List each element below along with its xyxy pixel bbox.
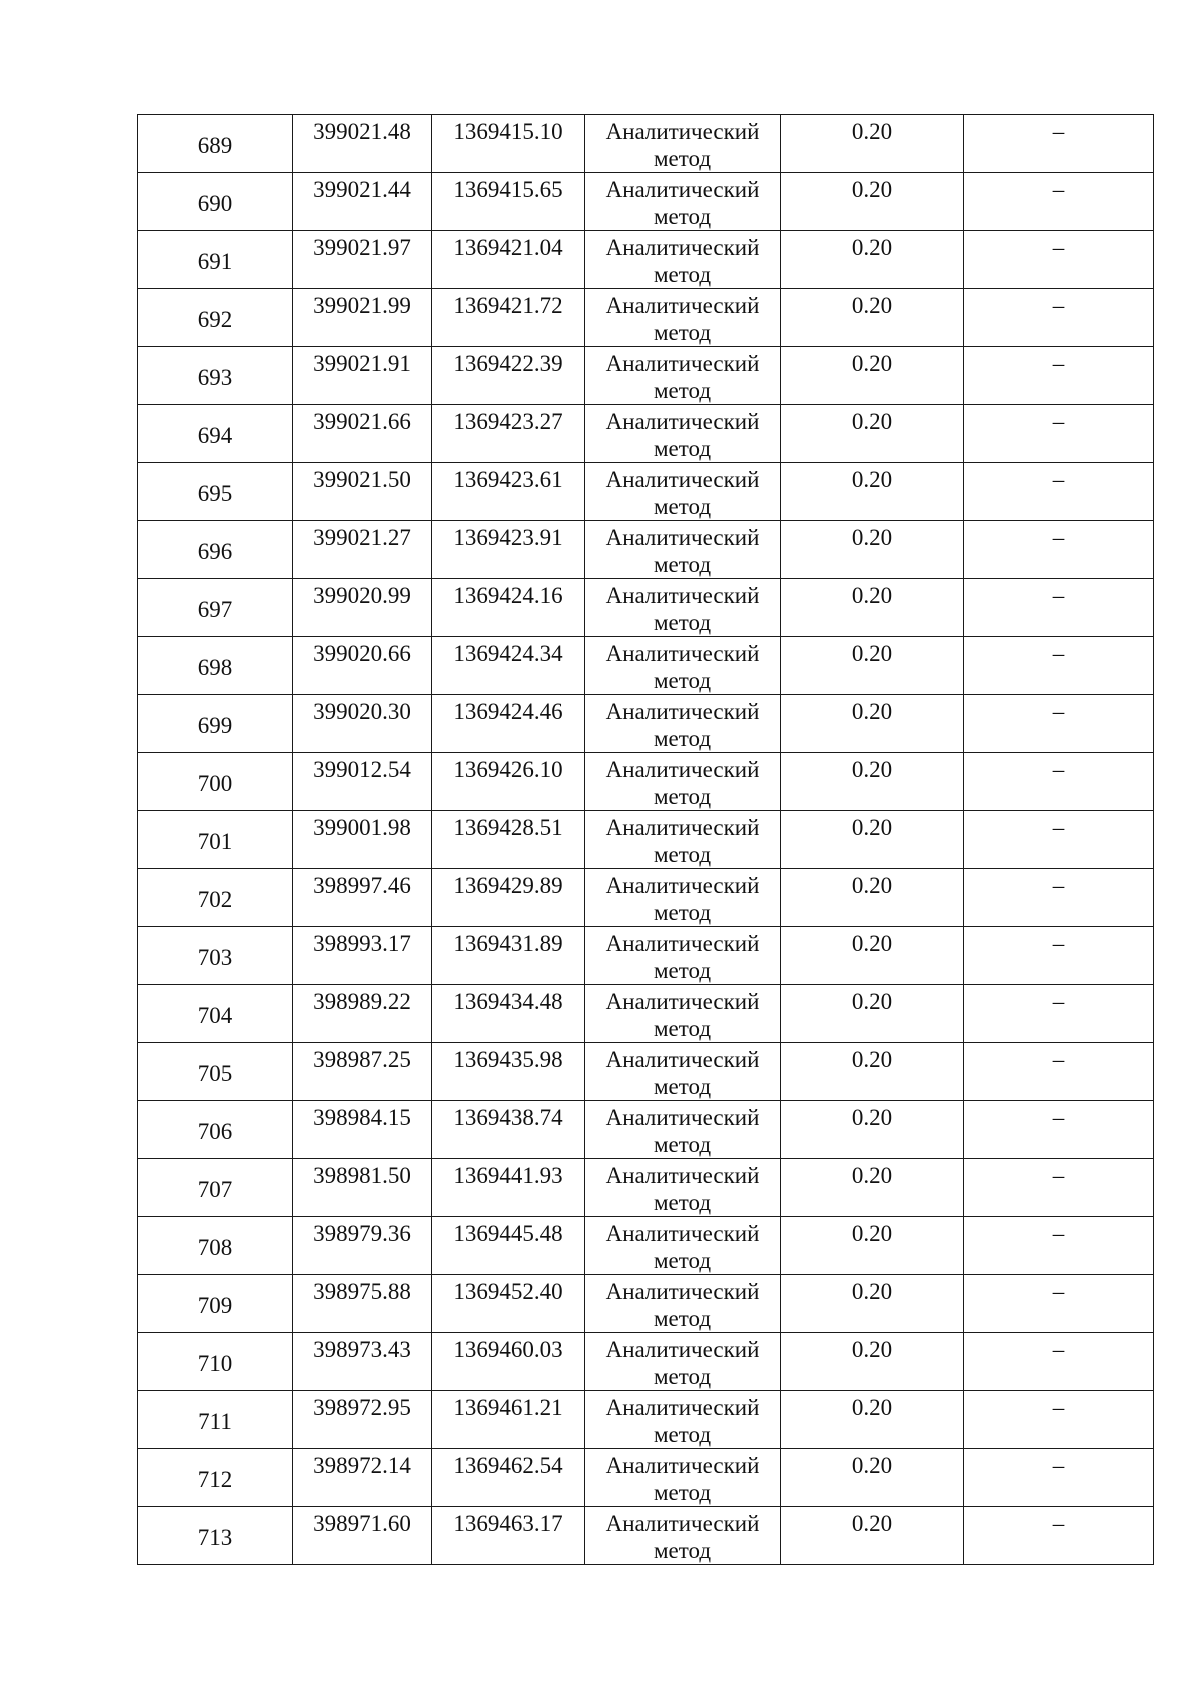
note-cell: – bbox=[964, 463, 1154, 521]
method-line-2: метод bbox=[653, 900, 712, 925]
y-coordinate-cell: 1369424.16 bbox=[432, 579, 585, 637]
note-cell: – bbox=[964, 1391, 1154, 1449]
method-line-1: Аналитический bbox=[605, 1395, 760, 1420]
method-line-1: Аналитический bbox=[605, 1047, 760, 1072]
point-number-cell: 698 bbox=[138, 637, 293, 695]
y-coordinate-cell: 1369421.04 bbox=[432, 231, 585, 289]
y-coordinate-cell: 1369438.74 bbox=[432, 1101, 585, 1159]
method-line-2: метод bbox=[653, 1074, 712, 1099]
accuracy-cell: 0.20 bbox=[781, 289, 964, 347]
point-number-cell: 694 bbox=[138, 405, 293, 463]
accuracy-cell: 0.20 bbox=[781, 347, 964, 405]
accuracy-cell: 0.20 bbox=[781, 1043, 964, 1101]
accuracy-cell: 0.20 bbox=[781, 463, 964, 521]
note-cell: – bbox=[964, 231, 1154, 289]
method-line-1: Аналитический bbox=[605, 1163, 760, 1188]
table-row bbox=[138, 753, 1154, 811]
x-coordinate-cell: 398973.43 bbox=[293, 1333, 432, 1391]
method-cell bbox=[585, 579, 781, 637]
method-line-2: метод bbox=[653, 842, 712, 867]
x-coordinate-cell: 398993.17 bbox=[293, 927, 432, 985]
method-cell bbox=[585, 1449, 781, 1507]
accuracy-cell: 0.20 bbox=[781, 1507, 964, 1565]
method-cell bbox=[585, 869, 781, 927]
y-coordinate-cell: 1369423.27 bbox=[432, 405, 585, 463]
note-cell: – bbox=[964, 1507, 1154, 1565]
note-cell: – bbox=[964, 347, 1154, 405]
note-cell: – bbox=[964, 985, 1154, 1043]
note-cell: – bbox=[964, 1159, 1154, 1217]
point-number-cell: 702 bbox=[138, 869, 293, 927]
note-cell: – bbox=[964, 521, 1154, 579]
accuracy-cell: 0.20 bbox=[781, 1101, 964, 1159]
coordinates-table-body bbox=[138, 115, 1154, 1565]
method-line-2: метод bbox=[653, 552, 712, 577]
point-number-cell: 707 bbox=[138, 1159, 293, 1217]
method-line-2: метод bbox=[653, 668, 712, 693]
method-line-1: Аналитический bbox=[605, 989, 760, 1014]
table-row bbox=[138, 1391, 1154, 1449]
accuracy-cell: 0.20 bbox=[781, 231, 964, 289]
x-coordinate-cell: 399001.98 bbox=[293, 811, 432, 869]
table-row bbox=[138, 1043, 1154, 1101]
method-cell bbox=[585, 347, 781, 405]
method-cell bbox=[585, 521, 781, 579]
x-coordinate-cell: 398981.50 bbox=[293, 1159, 432, 1217]
table-row bbox=[138, 231, 1154, 289]
method-line-1: Аналитический bbox=[605, 1279, 760, 1304]
accuracy-cell: 0.20 bbox=[781, 869, 964, 927]
method-line-1: Аналитический bbox=[605, 177, 760, 202]
method-cell bbox=[585, 811, 781, 869]
note-cell: – bbox=[964, 579, 1154, 637]
table-row bbox=[138, 695, 1154, 753]
method-cell bbox=[585, 695, 781, 753]
y-coordinate-cell: 1369424.34 bbox=[432, 637, 585, 695]
x-coordinate-cell: 399021.66 bbox=[293, 405, 432, 463]
note-cell: – bbox=[964, 115, 1154, 173]
note-cell: – bbox=[964, 1101, 1154, 1159]
point-number-cell: 696 bbox=[138, 521, 293, 579]
method-cell bbox=[585, 637, 781, 695]
note-cell: – bbox=[964, 753, 1154, 811]
x-coordinate-cell: 398997.46 bbox=[293, 869, 432, 927]
method-line-2: метод bbox=[653, 1538, 712, 1563]
point-number-cell: 690 bbox=[138, 173, 293, 231]
x-coordinate-cell: 399021.27 bbox=[293, 521, 432, 579]
method-cell bbox=[585, 463, 781, 521]
method-line-2: метод bbox=[653, 378, 712, 403]
accuracy-cell: 0.20 bbox=[781, 1217, 964, 1275]
accuracy-cell: 0.20 bbox=[781, 173, 964, 231]
point-number-cell: 709 bbox=[138, 1275, 293, 1333]
point-number-cell: 693 bbox=[138, 347, 293, 405]
accuracy-cell: 0.20 bbox=[781, 753, 964, 811]
table-row bbox=[138, 1275, 1154, 1333]
method-cell bbox=[585, 985, 781, 1043]
x-coordinate-cell: 399020.99 bbox=[293, 579, 432, 637]
method-line-1: Аналитический bbox=[605, 467, 760, 492]
x-coordinate-cell: 398971.60 bbox=[293, 1507, 432, 1565]
method-line-1: Аналитический bbox=[605, 815, 760, 840]
method-line-1: Аналитический bbox=[605, 409, 760, 434]
method-line-2: метод bbox=[653, 1364, 712, 1389]
method-line-2: метод bbox=[653, 146, 712, 171]
method-line-1: Аналитический bbox=[605, 699, 760, 724]
y-coordinate-cell: 1369423.91 bbox=[432, 521, 585, 579]
accuracy-cell: 0.20 bbox=[781, 1333, 964, 1391]
method-line-1: Аналитический bbox=[605, 873, 760, 898]
method-line-1: Аналитический bbox=[605, 1221, 760, 1246]
method-cell bbox=[585, 1217, 781, 1275]
x-coordinate-cell: 399012.54 bbox=[293, 753, 432, 811]
method-line-2: метод bbox=[653, 1480, 712, 1505]
method-cell bbox=[585, 115, 781, 173]
x-coordinate-cell: 399021.99 bbox=[293, 289, 432, 347]
method-cell bbox=[585, 753, 781, 811]
coordinates-table bbox=[137, 114, 1154, 1565]
method-line-1: Аналитический bbox=[605, 525, 760, 550]
accuracy-cell: 0.20 bbox=[781, 405, 964, 463]
table-row bbox=[138, 811, 1154, 869]
x-coordinate-cell: 399020.30 bbox=[293, 695, 432, 753]
table-row bbox=[138, 289, 1154, 347]
point-number-cell: 701 bbox=[138, 811, 293, 869]
x-coordinate-cell: 399021.48 bbox=[293, 115, 432, 173]
method-line-1: Аналитический bbox=[605, 1105, 760, 1130]
method-cell bbox=[585, 1507, 781, 1565]
method-line-2: метод bbox=[653, 1132, 712, 1157]
note-cell: – bbox=[964, 637, 1154, 695]
method-line-2: метод bbox=[653, 1306, 712, 1331]
note-cell: – bbox=[964, 927, 1154, 985]
accuracy-cell: 0.20 bbox=[781, 1449, 964, 1507]
table-row bbox=[138, 463, 1154, 521]
method-line-2: метод bbox=[653, 320, 712, 345]
table-row bbox=[138, 347, 1154, 405]
x-coordinate-cell: 399021.44 bbox=[293, 173, 432, 231]
table-row bbox=[138, 1449, 1154, 1507]
note-cell: – bbox=[964, 869, 1154, 927]
method-line-1: Аналитический bbox=[605, 641, 760, 666]
y-coordinate-cell: 1369434.48 bbox=[432, 985, 585, 1043]
y-coordinate-cell: 1369431.89 bbox=[432, 927, 585, 985]
point-number-cell: 708 bbox=[138, 1217, 293, 1275]
method-line-1: Аналитический bbox=[605, 293, 760, 318]
x-coordinate-cell: 399021.50 bbox=[293, 463, 432, 521]
method-cell bbox=[585, 289, 781, 347]
point-number-cell: 689 bbox=[138, 115, 293, 173]
point-number-cell: 700 bbox=[138, 753, 293, 811]
method-cell bbox=[585, 173, 781, 231]
method-line-2: метод bbox=[653, 958, 712, 983]
table-row bbox=[138, 927, 1154, 985]
y-coordinate-cell: 1369424.46 bbox=[432, 695, 585, 753]
note-cell: – bbox=[964, 289, 1154, 347]
method-cell bbox=[585, 1333, 781, 1391]
table-row bbox=[138, 869, 1154, 927]
method-line-2: метод bbox=[653, 262, 712, 287]
y-coordinate-cell: 1369429.89 bbox=[432, 869, 585, 927]
table-row bbox=[138, 521, 1154, 579]
method-cell bbox=[585, 405, 781, 463]
x-coordinate-cell: 398989.22 bbox=[293, 985, 432, 1043]
point-number-cell: 697 bbox=[138, 579, 293, 637]
note-cell: – bbox=[964, 405, 1154, 463]
y-coordinate-cell: 1369426.10 bbox=[432, 753, 585, 811]
accuracy-cell: 0.20 bbox=[781, 1391, 964, 1449]
x-coordinate-cell: 398979.36 bbox=[293, 1217, 432, 1275]
point-number-cell: 704 bbox=[138, 985, 293, 1043]
note-cell: – bbox=[964, 173, 1154, 231]
point-number-cell: 703 bbox=[138, 927, 293, 985]
point-number-cell: 711 bbox=[138, 1391, 293, 1449]
method-line-2: метод bbox=[653, 204, 712, 229]
note-cell: – bbox=[964, 811, 1154, 869]
method-line-1: Аналитический bbox=[605, 1511, 760, 1536]
note-cell: – bbox=[964, 1217, 1154, 1275]
accuracy-cell: 0.20 bbox=[781, 115, 964, 173]
method-line-1: Аналитический bbox=[605, 931, 760, 956]
method-cell bbox=[585, 1391, 781, 1449]
method-line-2: метод bbox=[653, 610, 712, 635]
y-coordinate-cell: 1369423.61 bbox=[432, 463, 585, 521]
method-line-1: Аналитический bbox=[605, 351, 760, 376]
note-cell: – bbox=[964, 1333, 1154, 1391]
point-number-cell: 691 bbox=[138, 231, 293, 289]
y-coordinate-cell: 1369461.21 bbox=[432, 1391, 585, 1449]
accuracy-cell: 0.20 bbox=[781, 579, 964, 637]
y-coordinate-cell: 1369441.93 bbox=[432, 1159, 585, 1217]
method-line-2: метод bbox=[653, 1422, 712, 1447]
method-line-2: метод bbox=[653, 1190, 712, 1215]
note-cell: – bbox=[964, 695, 1154, 753]
x-coordinate-cell: 398984.15 bbox=[293, 1101, 432, 1159]
accuracy-cell: 0.20 bbox=[781, 1159, 964, 1217]
note-cell: – bbox=[964, 1043, 1154, 1101]
x-coordinate-cell: 398972.95 bbox=[293, 1391, 432, 1449]
method-line-2: метод bbox=[653, 1248, 712, 1273]
method-line-1: Аналитический bbox=[605, 757, 760, 782]
accuracy-cell: 0.20 bbox=[781, 637, 964, 695]
point-number-cell: 710 bbox=[138, 1333, 293, 1391]
x-coordinate-cell: 399021.97 bbox=[293, 231, 432, 289]
accuracy-cell: 0.20 bbox=[781, 1275, 964, 1333]
method-cell bbox=[585, 1101, 781, 1159]
y-coordinate-cell: 1369428.51 bbox=[432, 811, 585, 869]
accuracy-cell: 0.20 bbox=[781, 521, 964, 579]
table-row bbox=[138, 115, 1154, 173]
y-coordinate-cell: 1369422.39 bbox=[432, 347, 585, 405]
point-number-cell: 695 bbox=[138, 463, 293, 521]
table-row bbox=[138, 1159, 1154, 1217]
method-line-2: метод bbox=[653, 1016, 712, 1041]
x-coordinate-cell: 398987.25 bbox=[293, 1043, 432, 1101]
point-number-cell: 712 bbox=[138, 1449, 293, 1507]
y-coordinate-cell: 1369435.98 bbox=[432, 1043, 585, 1101]
y-coordinate-cell: 1369462.54 bbox=[432, 1449, 585, 1507]
table-row bbox=[138, 173, 1154, 231]
accuracy-cell: 0.20 bbox=[781, 811, 964, 869]
table-row bbox=[138, 1507, 1154, 1565]
table-row bbox=[138, 1101, 1154, 1159]
method-cell bbox=[585, 927, 781, 985]
point-number-cell: 699 bbox=[138, 695, 293, 753]
x-coordinate-cell: 398975.88 bbox=[293, 1275, 432, 1333]
note-cell: – bbox=[964, 1449, 1154, 1507]
y-coordinate-cell: 1369463.17 bbox=[432, 1507, 585, 1565]
method-line-1: Аналитический bbox=[605, 583, 760, 608]
table-row bbox=[138, 1217, 1154, 1275]
method-line-2: метод bbox=[653, 436, 712, 461]
x-coordinate-cell: 399021.91 bbox=[293, 347, 432, 405]
method-line-2: метод bbox=[653, 784, 712, 809]
method-line-2: метод bbox=[653, 494, 712, 519]
y-coordinate-cell: 1369415.10 bbox=[432, 115, 585, 173]
method-line-1: Аналитический bbox=[605, 1453, 760, 1478]
method-cell bbox=[585, 1159, 781, 1217]
y-coordinate-cell: 1369452.40 bbox=[432, 1275, 585, 1333]
table-row bbox=[138, 985, 1154, 1043]
method-line-1: Аналитический bbox=[605, 1337, 760, 1362]
point-number-cell: 713 bbox=[138, 1507, 293, 1565]
y-coordinate-cell: 1369421.72 bbox=[432, 289, 585, 347]
y-coordinate-cell: 1369460.03 bbox=[432, 1333, 585, 1391]
x-coordinate-cell: 398972.14 bbox=[293, 1449, 432, 1507]
method-cell bbox=[585, 1275, 781, 1333]
method-cell bbox=[585, 231, 781, 289]
point-number-cell: 706 bbox=[138, 1101, 293, 1159]
table-row bbox=[138, 1333, 1154, 1391]
method-line-1: Аналитический bbox=[605, 119, 760, 144]
table-row bbox=[138, 637, 1154, 695]
method-line-2: метод bbox=[653, 726, 712, 751]
table-row bbox=[138, 579, 1154, 637]
table-row bbox=[138, 405, 1154, 463]
method-cell bbox=[585, 1043, 781, 1101]
accuracy-cell: 0.20 bbox=[781, 695, 964, 753]
method-line-1: Аналитический bbox=[605, 235, 760, 260]
x-coordinate-cell: 399020.66 bbox=[293, 637, 432, 695]
y-coordinate-cell: 1369415.65 bbox=[432, 173, 585, 231]
note-cell: – bbox=[964, 1275, 1154, 1333]
point-number-cell: 705 bbox=[138, 1043, 293, 1101]
y-coordinate-cell: 1369445.48 bbox=[432, 1217, 585, 1275]
accuracy-cell: 0.20 bbox=[781, 985, 964, 1043]
accuracy-cell: 0.20 bbox=[781, 927, 964, 985]
point-number-cell: 692 bbox=[138, 289, 293, 347]
